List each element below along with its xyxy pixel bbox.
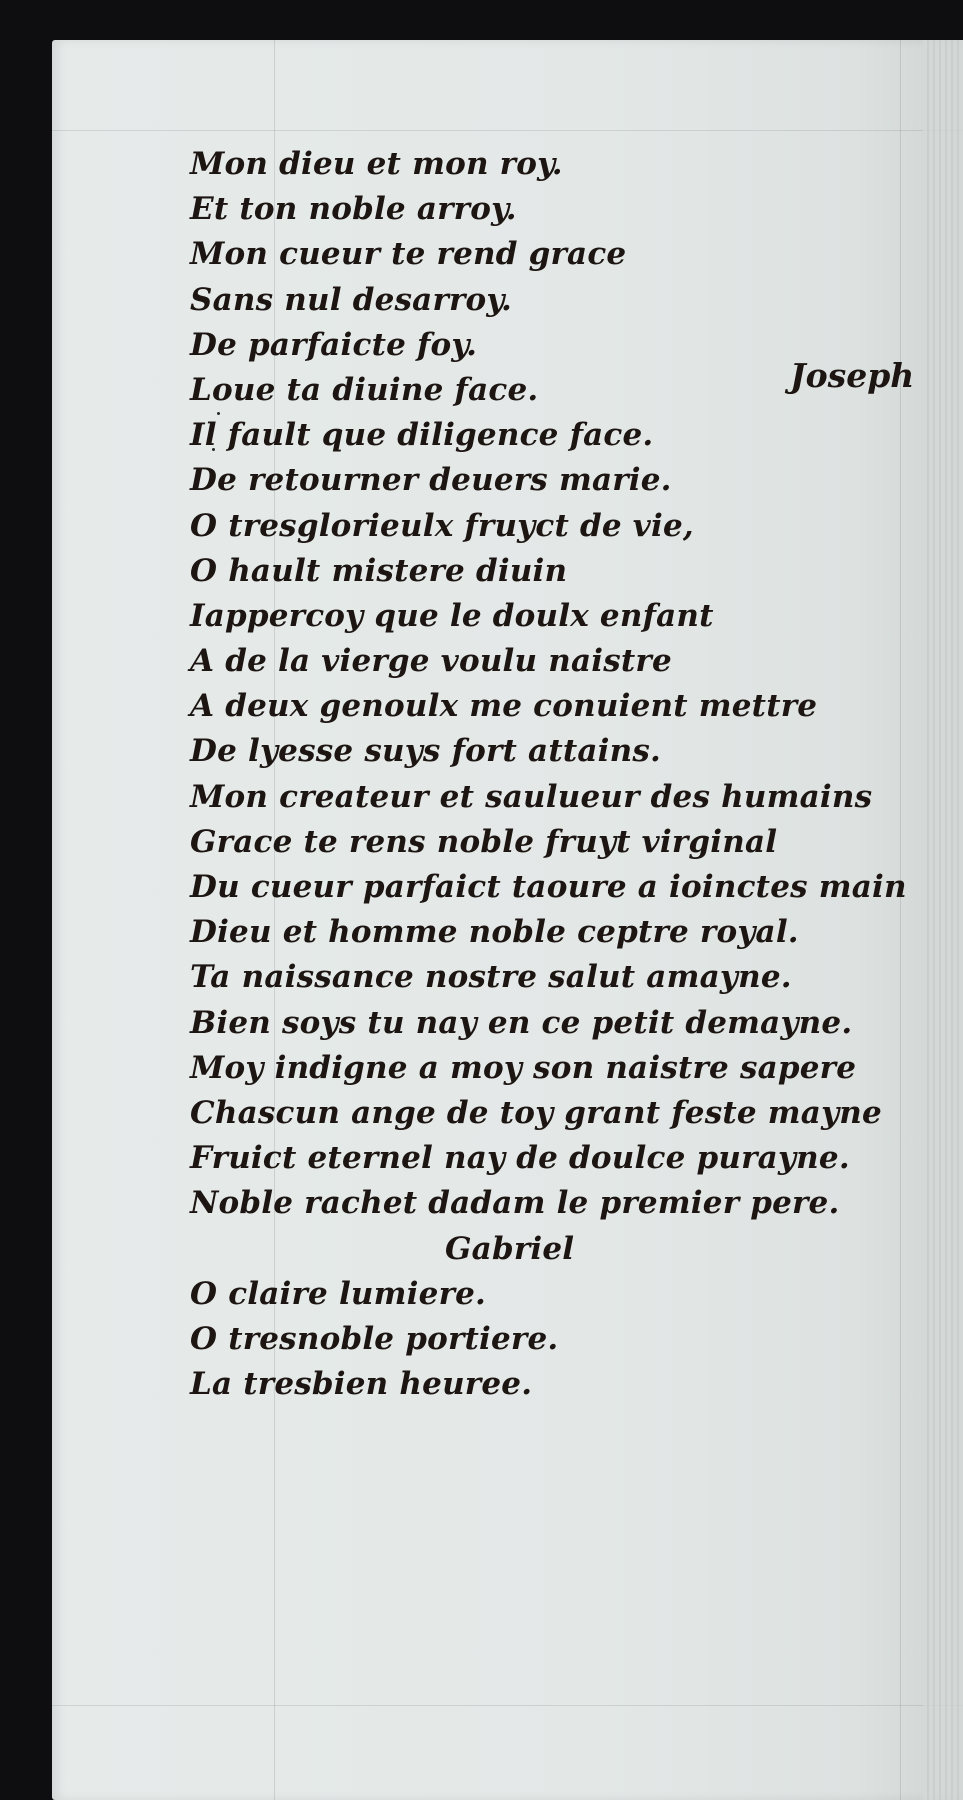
verse-line: De lyesse suys fort attains. [190, 733, 662, 770]
verse-line: Iappercoy que le doulx enfant [190, 597, 714, 634]
verse-line: La tresbien heuree. [190, 1366, 533, 1403]
verse-line: Grace te rens noble fruyt virginal [190, 823, 778, 860]
ruling-line-top [52, 130, 963, 131]
verse-line: Noble rachet dadam le premier pere. [190, 1185, 840, 1222]
page-stack-edge [923, 40, 963, 1800]
verse-line: Fruict eternel nay de doulce purayne. [190, 1140, 850, 1177]
verse-line: Moy indigne a moy son naistre sapere [190, 1049, 857, 1086]
verse-block [190, 142, 910, 1407]
verse-line: O claire lumiere. [190, 1275, 487, 1312]
verse-line: Loue ta diuine face. [190, 371, 539, 408]
verse-line: O tresglorieulx fruyct de vie, [190, 507, 694, 544]
verse-line: Du cueur parfaict taoure a ioinctes main [190, 869, 907, 905]
verse-line: Chascun ange de toy grant feste mayne [190, 1094, 882, 1131]
verse-line: De retourner deuers marie. [190, 462, 672, 499]
verse-line: Et ton noble arroy. [190, 191, 517, 228]
verse-line: Bien soys tu nay en ce petit demayne. [190, 1004, 853, 1041]
verse-line: Ta naissance nostre salut amayne. [190, 959, 792, 996]
verse-line: De parfaicte foy. [190, 326, 478, 363]
verse-line: Mon createur et saulueur des humains [190, 778, 873, 815]
verse-line: A deux genoulx me conuient mettre [190, 688, 818, 725]
verse-line: Dieu et homme noble ceptre royal. [190, 914, 799, 951]
verse-line: A de la vierge voulu naistre [190, 643, 672, 680]
verse-line: O tresnoble portiere. [190, 1320, 559, 1357]
verse-line: Mon cueur te rend grace [190, 236, 627, 273]
verse-line: O hault mistere diuin [190, 552, 568, 589]
speaker-label-center: Gabriel [445, 1230, 575, 1267]
verse-line: Sans nul desarroy. [190, 281, 513, 318]
verse-line: Il fault que diligence face. [190, 417, 654, 454]
ruling-line-bottom [52, 1705, 963, 1706]
verse-line: Mon dieu et mon roy. [190, 146, 563, 182]
speaker-label-right: Joseph [790, 356, 915, 395]
